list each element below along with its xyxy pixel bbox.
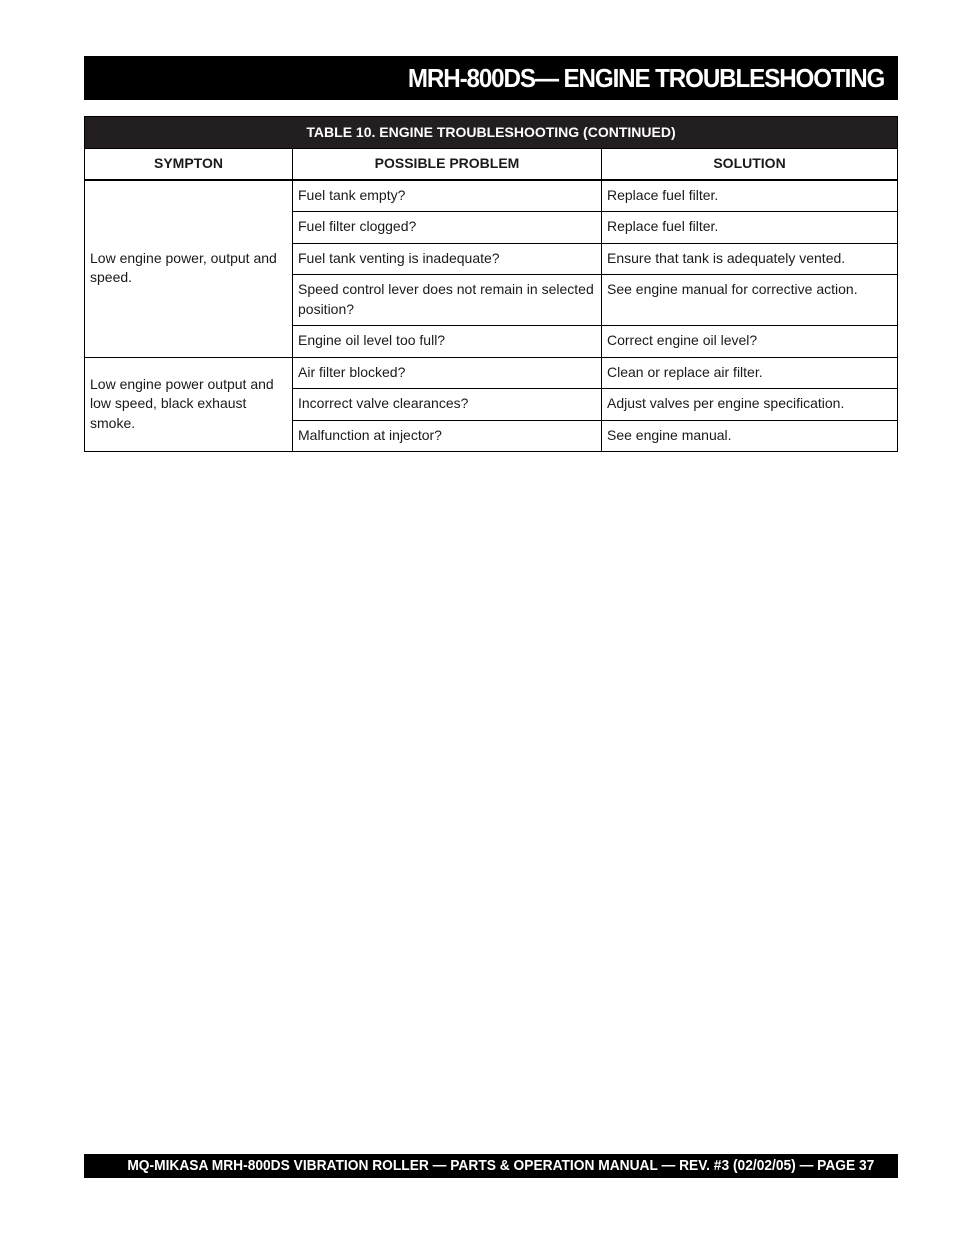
solution-cell: Correct engine oil level? — [602, 326, 898, 358]
table-row — [85, 357, 898, 389]
table-caption-row — [85, 117, 898, 149]
footer-text: MQ-MIKASA MRH-800DS VIBRATION ROLLER — PARTS & OPERATION MANUAL — REV. #3 (02/02/05) — PAGE 37 — [126, 1158, 874, 1174]
footer-bar — [84, 1154, 898, 1178]
table-header-row — [85, 149, 898, 180]
table-caption: TABLE 10. ENGINE TROUBLESHOOTING (CONTINUED) — [85, 117, 898, 149]
problem-cell: Air filter blocked? — [293, 357, 602, 389]
solution-cell: See engine manual. — [602, 420, 898, 452]
solution-cell: Replace fuel filter. — [602, 212, 898, 244]
problem-cell: Fuel tank venting is inadequate? — [293, 243, 602, 275]
solution-cell: Adjust valves per engine specification. — [602, 389, 898, 421]
page-title: MRH-800DS— ENGINE TROUBLESHOOTING — [407, 62, 884, 93]
problem-cell: Fuel filter clogged? — [293, 212, 602, 244]
column-header-problem: POSSIBLE PROBLEM — [293, 149, 602, 180]
column-header-solution: SOLUTION — [602, 149, 898, 180]
solution-cell: See engine manual for corrective action. — [602, 275, 898, 326]
solution-cell: Clean or replace air filter. — [602, 357, 898, 389]
solution-cell: Ensure that tank is adequately vented. — [602, 243, 898, 275]
solution-cell: Replace fuel filter. — [602, 180, 898, 212]
symptom-cell: Low engine power, output and speed. — [85, 180, 293, 358]
page-title-bar — [84, 56, 898, 100]
problem-cell: Engine oil level too full? — [293, 326, 602, 358]
problem-cell: Fuel tank empty? — [293, 180, 602, 212]
table-row — [85, 180, 898, 212]
symptom-cell: Low engine power output and low speed, black exhaust smoke. — [85, 357, 293, 452]
troubleshooting-table — [84, 116, 898, 452]
problem-cell: Speed control lever does not remain in selected position? — [293, 275, 602, 326]
problem-cell: Incorrect valve clearances? — [293, 389, 602, 421]
column-header-symptom: SYMPTON — [85, 149, 293, 180]
problem-cell: Malfunction at injector? — [293, 420, 602, 452]
